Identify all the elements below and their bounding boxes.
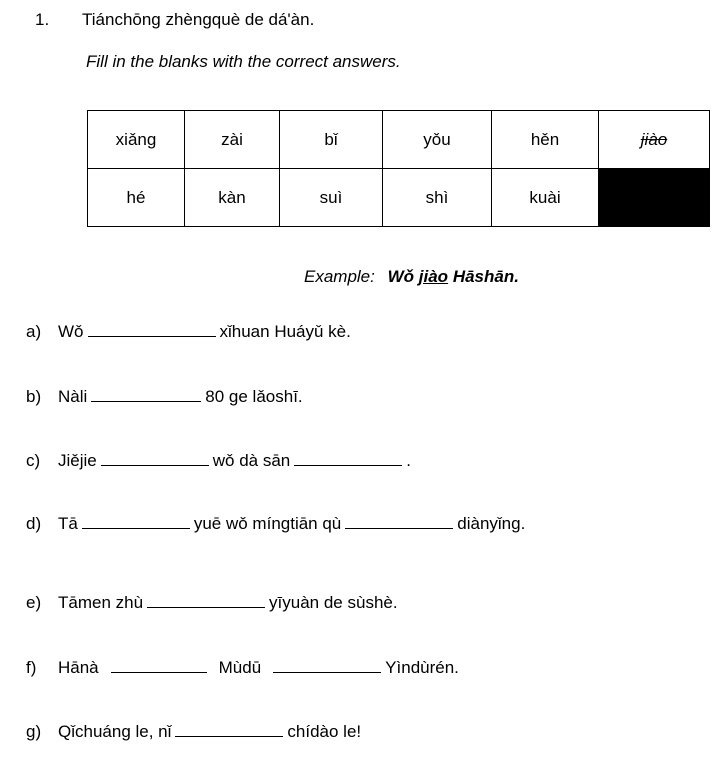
question-text: xǐhuan Huáyǔ kè. bbox=[219, 322, 351, 341]
example-after: Hāshān. bbox=[452, 267, 519, 286]
answer-blank[interactable] bbox=[91, 387, 201, 402]
question-letter: c) bbox=[26, 451, 41, 470]
question-text: Qǐchuáng le, nǐ bbox=[58, 722, 172, 741]
question-d bbox=[26, 514, 525, 534]
word-bank-cell: yǒu bbox=[383, 111, 492, 169]
answer-blank[interactable] bbox=[147, 593, 265, 608]
question-text: Tāmen zhù bbox=[58, 593, 144, 612]
question-text: 80 ge lǎoshī. bbox=[205, 387, 303, 406]
question-text: wǒ dà sān bbox=[212, 451, 291, 470]
word-bank-cell: xiǎng bbox=[88, 111, 185, 169]
word-bank-cell: kuài bbox=[492, 169, 599, 227]
question-text: Mùdū bbox=[218, 658, 262, 677]
example-sentence bbox=[304, 267, 519, 287]
question-a bbox=[26, 322, 351, 342]
example-label: Example: bbox=[304, 267, 375, 286]
question-g bbox=[26, 722, 361, 742]
question-text: . bbox=[406, 451, 411, 470]
word-bank-row bbox=[88, 111, 710, 169]
answer-blank[interactable] bbox=[111, 658, 207, 673]
question-letter: a) bbox=[26, 322, 42, 341]
word-bank-row bbox=[88, 169, 710, 227]
word-bank-cell: bǐ bbox=[280, 111, 383, 169]
word-bank-cell: zài bbox=[185, 111, 280, 169]
word-bank-cell-used: jiào bbox=[599, 111, 710, 169]
answer-blank[interactable] bbox=[294, 451, 402, 466]
question-f bbox=[26, 658, 459, 678]
question-text: yuē wǒ míngtiān qù bbox=[193, 514, 342, 533]
answer-blank[interactable] bbox=[345, 514, 453, 529]
exercise-title: Tiánchōng zhèngquè de dá'àn. bbox=[82, 10, 315, 29]
question-text: Wǒ bbox=[58, 322, 84, 341]
example-answer: jiào bbox=[418, 267, 449, 286]
example-text bbox=[388, 267, 519, 286]
answer-blank[interactable] bbox=[82, 514, 190, 529]
question-c bbox=[26, 451, 411, 471]
question-letter: d) bbox=[26, 514, 42, 533]
answer-blank[interactable] bbox=[273, 658, 381, 673]
question-letter: f) bbox=[26, 658, 37, 677]
exercise-instruction: Fill in the blanks with the correct answers. bbox=[86, 52, 401, 71]
answer-blank[interactable] bbox=[175, 722, 283, 737]
word-bank-cell: hěn bbox=[492, 111, 599, 169]
question-letter: g) bbox=[26, 722, 42, 741]
question-e bbox=[26, 593, 398, 613]
question-text: chídào le! bbox=[287, 722, 362, 741]
question-text: Hānà bbox=[58, 658, 99, 677]
example-before: Wǒ bbox=[387, 267, 415, 286]
question-text: Yìndùrén. bbox=[385, 658, 459, 677]
exercise-number: 1. bbox=[35, 10, 50, 29]
question-text: Tā bbox=[58, 514, 78, 533]
answer-blank[interactable] bbox=[101, 451, 209, 466]
word-bank-cell: suì bbox=[280, 169, 383, 227]
question-text: yīyuàn de sùshè. bbox=[269, 593, 398, 612]
word-bank-cell: shì bbox=[383, 169, 492, 227]
question-text: Nàli bbox=[58, 387, 88, 406]
word-bank-table bbox=[87, 110, 710, 227]
question-letter: e) bbox=[26, 593, 42, 612]
question-text: Jiějie bbox=[58, 451, 97, 470]
question-text: diànyǐng. bbox=[457, 514, 526, 533]
answer-blank[interactable] bbox=[88, 322, 216, 337]
word-bank-cell: hé bbox=[88, 169, 185, 227]
question-b bbox=[26, 387, 303, 407]
word-bank-blank-cell bbox=[599, 169, 710, 227]
word-bank-cell: kàn bbox=[185, 169, 280, 227]
question-letter: b) bbox=[26, 387, 42, 406]
